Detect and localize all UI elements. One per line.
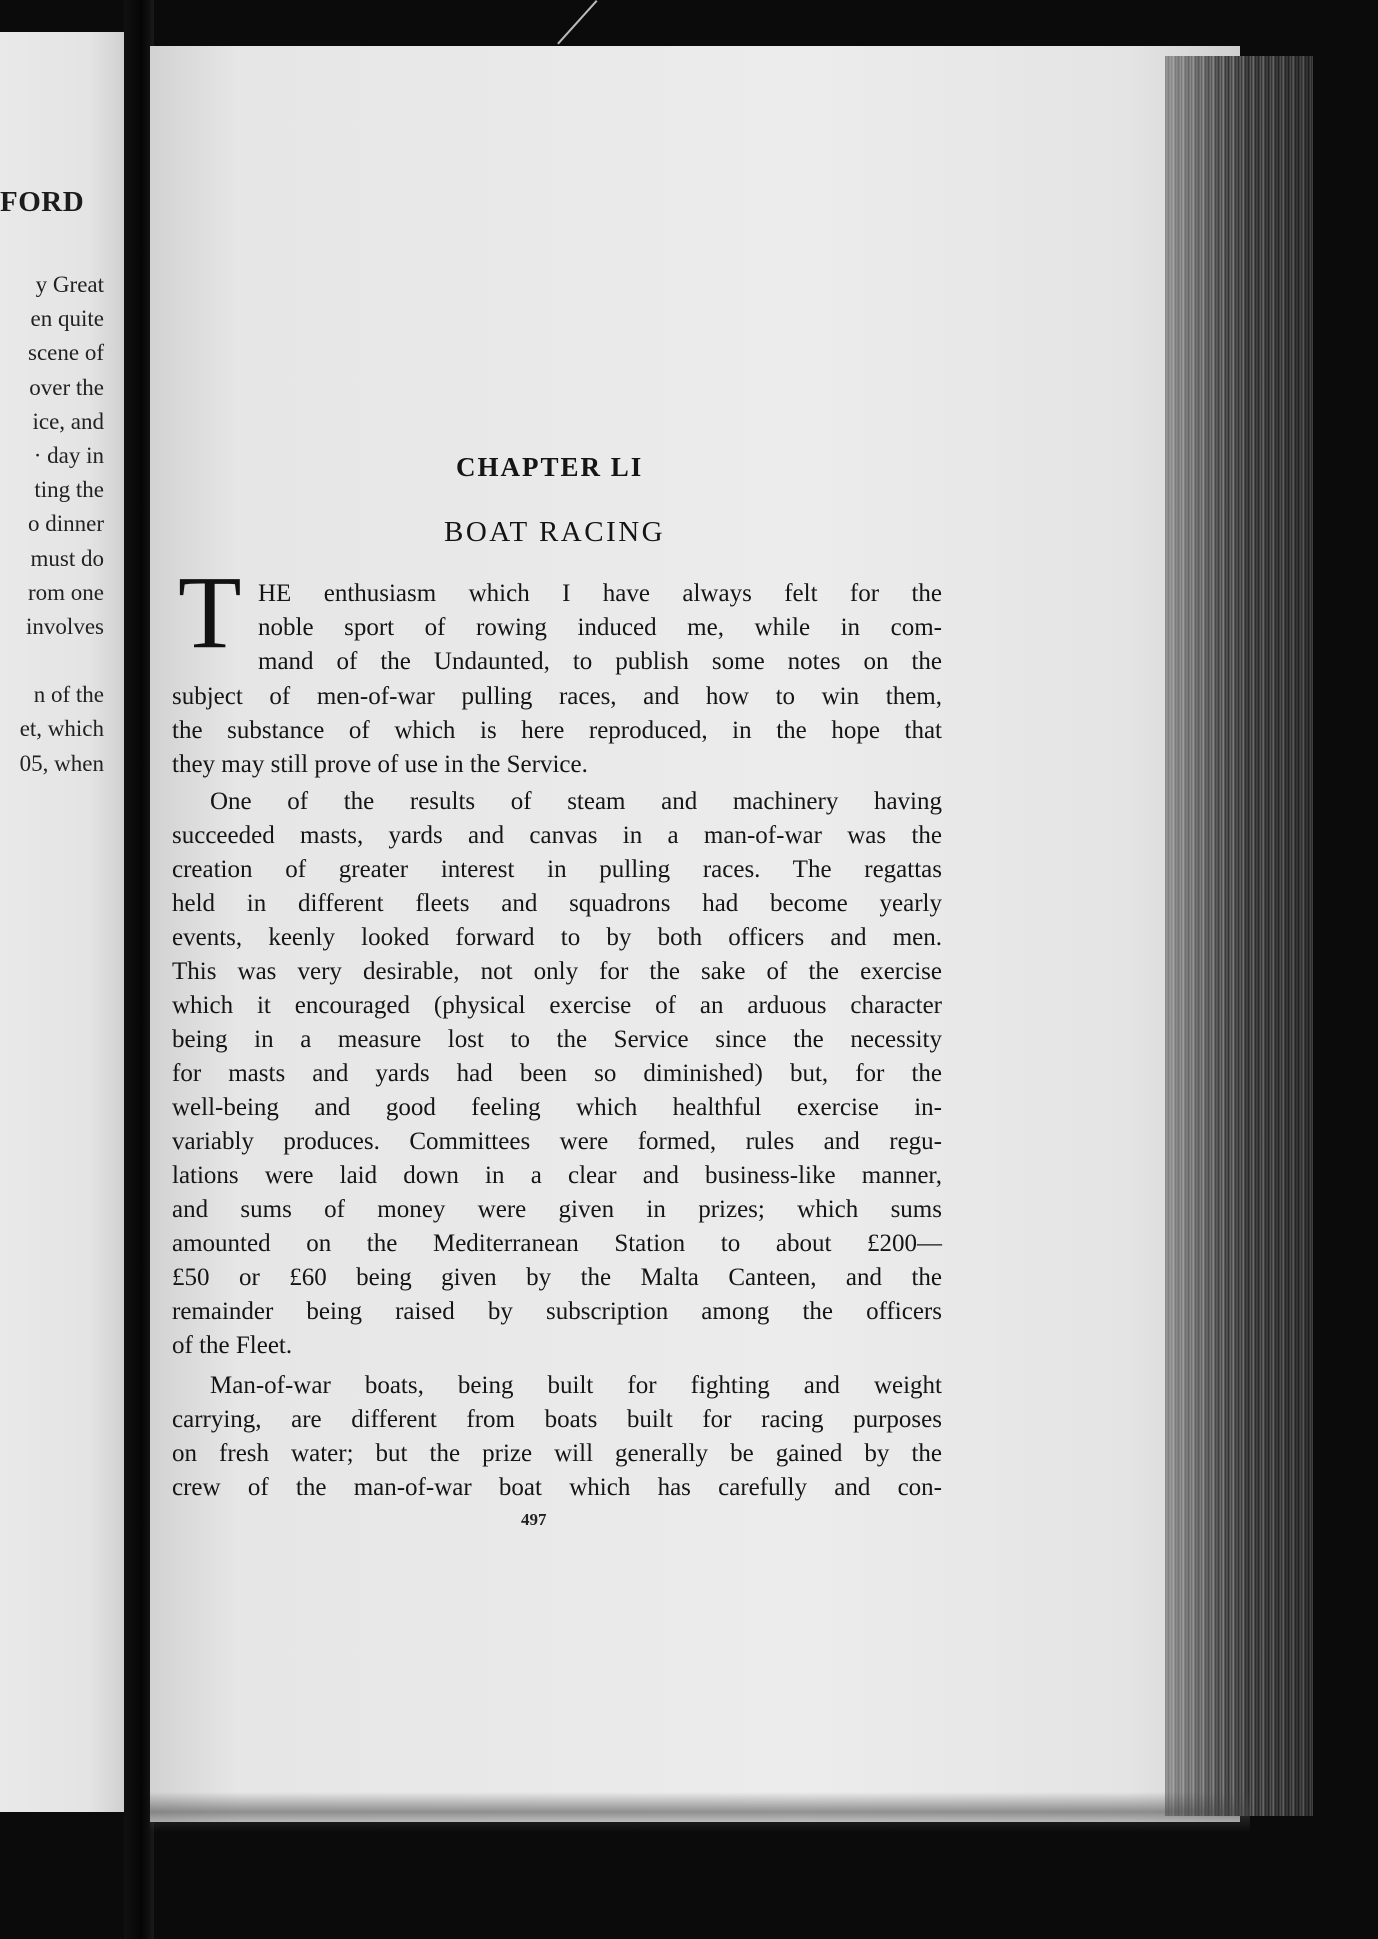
text-line: subject of men-of-war pulling races, and how to win them, [172,683,942,710]
left-line: y Great [35,272,104,297]
text-line: being in a measure lost to the Service since the necessity [172,1026,942,1053]
page-number: 497 [521,1510,547,1529]
scan-mark [557,0,597,44]
left-line-gap [0,644,104,678]
page-bottom-edge [150,1792,1250,1832]
text-line: Man-of-war boats, being built for fighting and weight [210,1372,942,1399]
left-line: involves [26,614,104,640]
left-line: scene of [28,340,104,366]
text-line: £50 or £60 being given by the Malta Canteen, and the [172,1264,942,1291]
text-line: the substance of which is here reproduced, in the hope that [172,717,942,744]
left-line: et, which [19,716,104,742]
text-line: and sums of money were given in prizes; which sums [172,1196,942,1223]
left-line: ting the [34,477,104,503]
text-line: well-being and good feeling which healthful exercise in- [172,1094,942,1121]
text-line: creation of greater interest in pulling races. The regattas [172,856,942,883]
text-line: noble sport of rowing induced me, while in com- [258,614,942,641]
text-line: for masts and yards had been so diminished) but, for the [172,1060,942,1087]
left-line: en quite [30,306,104,332]
page-edge-shadow [1165,56,1313,1816]
left-line: ice, and [32,408,104,434]
text-line: amounted on the Mediterranean Station to about £200— [172,1230,942,1257]
left-running-head: FORD [0,186,85,218]
chapter-heading: CHAPTER LI [456,452,644,482]
text-line: which it encouraged (physical exercise of an arduous character [172,992,942,1019]
left-line: rom one [27,579,104,605]
text-line: of the Fleet. [172,1332,293,1359]
chapter-title: BOAT RACING [444,516,666,548]
left-facing-page [0,32,126,1812]
text-line: crew of the man-of-war boat which has carefully and con- [172,1474,942,1501]
left-line: o dinner [27,511,104,537]
text-line: This was very desirable, not only for the sake of the exercise [172,958,942,985]
text-line: they may still prove of use in the Service. [172,751,588,778]
text-line: HE enthusiasm which I have always felt for the [258,580,942,607]
left-line: 05, when [19,750,104,776]
text-line: remainder being raised by subscription among the officers [172,1298,942,1325]
left-line: n of the [33,682,104,708]
left-line: · day in [33,443,104,469]
text-line: One of the results of steam and machinery having [210,788,942,815]
left-line: must do [30,545,104,571]
drop-cap: T [178,555,242,670]
text-line: mand of the Undaunted, to publish some notes on the [258,648,942,675]
text-line: held in different fleets and squadrons had become yearly [172,890,942,917]
text-line: succeeded masts, yards and canvas in a man-of-war was the [172,822,942,849]
text-line: variably produces. Committees were formed, rules and regu- [172,1128,942,1155]
text-line: lations were laid down in a clear and business-like manner, [172,1162,942,1189]
text-line: carrying, are different from boats built for racing purposes [172,1406,942,1433]
left-line: over the [29,374,104,400]
text-line: events, keenly looked forward to by both officers and men. [172,924,942,951]
left-page-text [0,268,104,781]
text-line: on fresh water; but the prize will generally be gained by the [172,1440,942,1467]
